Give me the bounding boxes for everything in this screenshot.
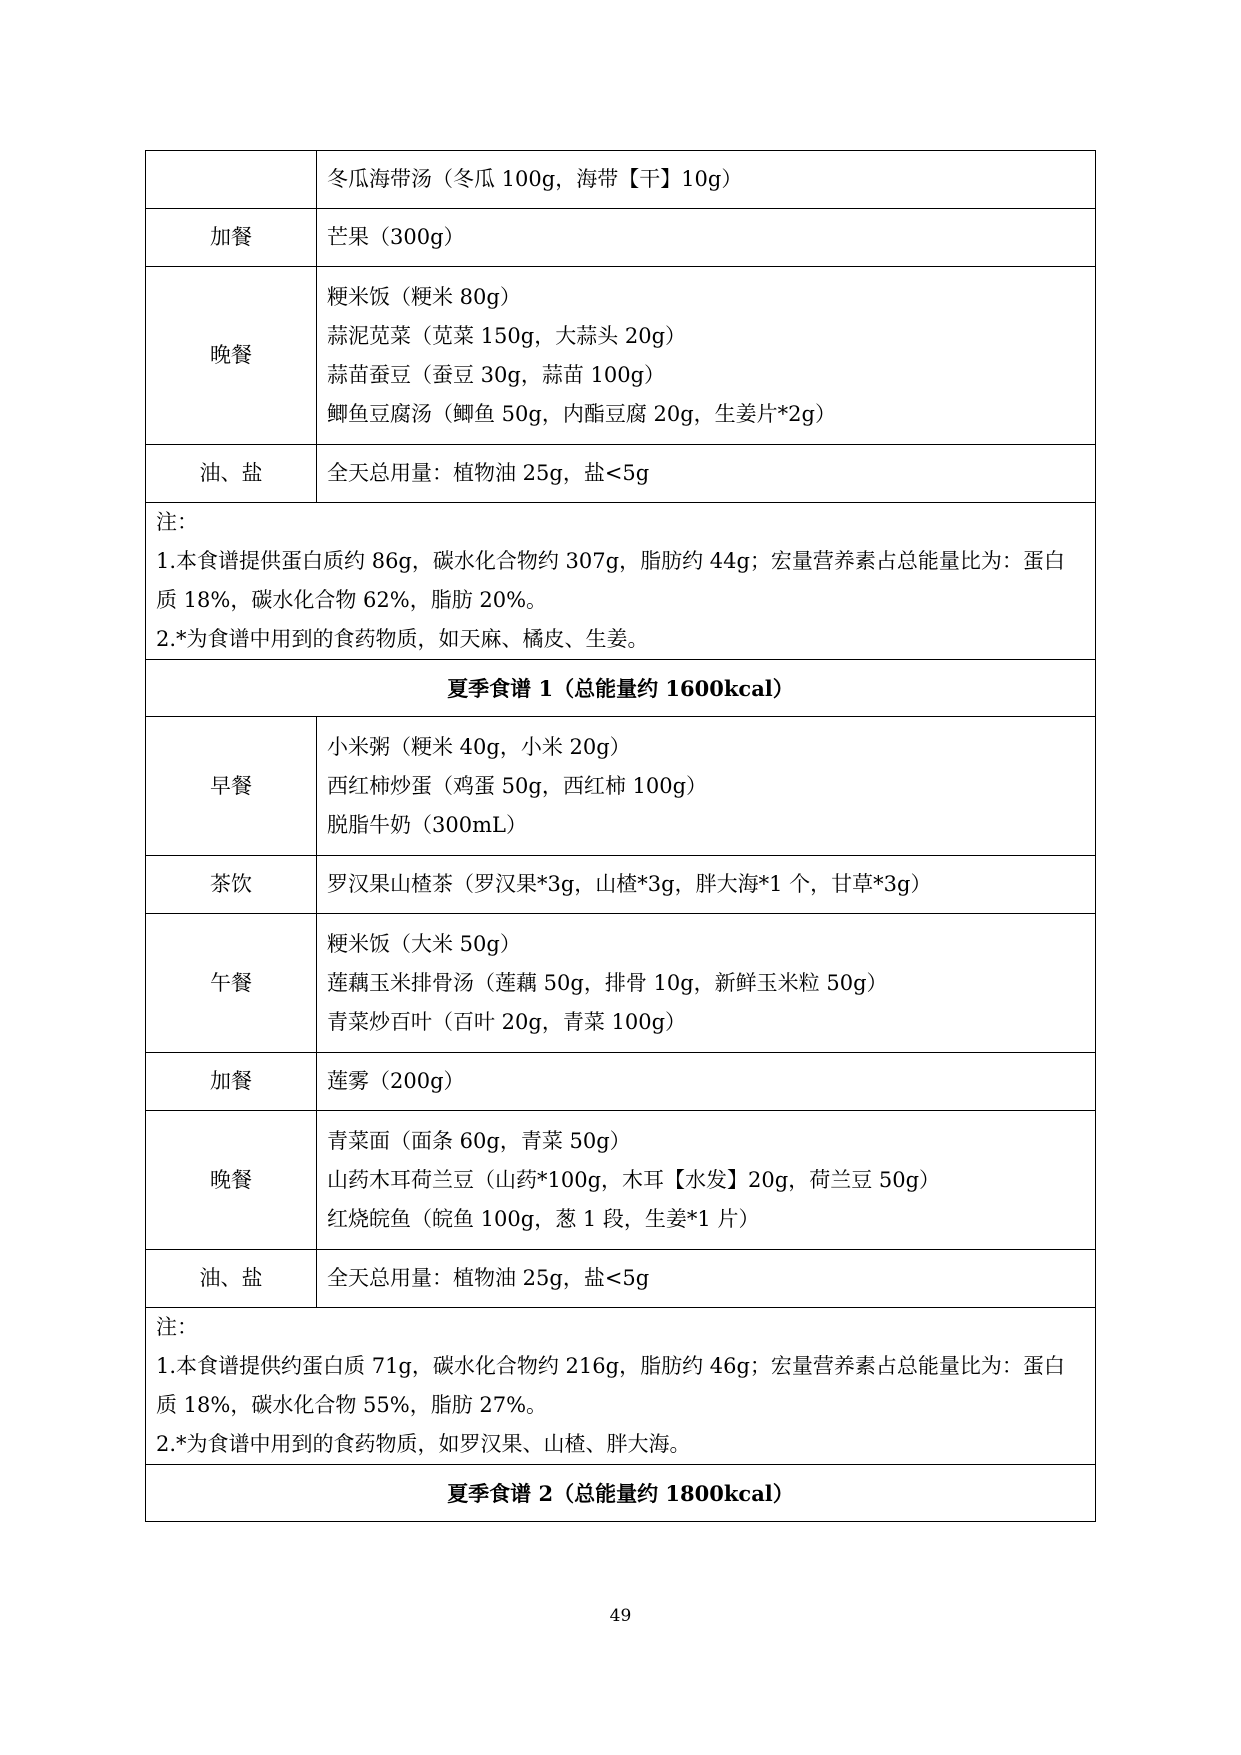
meal-items [317, 209, 1096, 267]
dish-line: 小米粥（粳米 40g，小米 20g） [327, 734, 631, 759]
meal-row [146, 856, 1096, 914]
dish-line: 西红柿炒蛋（鸡蛋 50g，西红柿 100g） [327, 773, 708, 798]
meal-label [146, 151, 317, 209]
meal-label: 晚餐 [146, 267, 317, 445]
section-title-row [146, 1465, 1096, 1522]
dish-line: 鲫鱼豆腐汤（鲫鱼 50g，内酯豆腐 20g，生姜片*2g） [327, 401, 836, 426]
dish-line: 青菜炒百叶（百叶 20g，青菜 100g） [327, 1009, 687, 1034]
meal-items [317, 717, 1096, 856]
note-row [146, 1308, 1096, 1465]
dish-line: 青菜面（面条 60g，青菜 50g） [327, 1128, 631, 1153]
meal-label: 加餐 [146, 1053, 317, 1111]
note-cell [146, 1308, 1096, 1465]
note-line2: 2.*为食谱中用到的食药物质，如天麻、橘皮、生姜。 [156, 627, 649, 651]
note-row [146, 503, 1096, 660]
meal-label: 午餐 [146, 914, 317, 1053]
meal-row [146, 1250, 1096, 1308]
dish-line: 红烧皖鱼（皖鱼 100g，葱 1 段，生姜*1 片） [327, 1206, 760, 1231]
menu-table-body [146, 151, 1096, 1522]
meal-items [317, 856, 1096, 914]
dish-line: 蒜苗蚕豆（蚕豆 30g，蒜苗 100g） [327, 362, 666, 387]
meal-items [317, 151, 1096, 209]
dish-line: 脱脂牛奶（300mL） [327, 812, 527, 837]
dish-line: 莲雾（200g） [327, 1069, 465, 1093]
meal-label: 早餐 [146, 717, 317, 856]
dish-line: 罗汉果山楂茶（罗汉果*3g，山楂*3g，胖大海*1 个，甘草*3g） [327, 872, 932, 896]
dish-line: 全天总用量：植物油 25g，盐<5g [327, 1266, 650, 1290]
meal-label: 晚餐 [146, 1111, 317, 1250]
note-head: 注： [156, 510, 198, 534]
section-title: 夏季食谱 2（总能量约 1800kcal） [146, 1465, 1096, 1522]
meal-items [317, 1111, 1096, 1250]
meal-row [146, 717, 1096, 856]
dish-line: 冬瓜海带汤（冬瓜 100g，海带【干】10g） [327, 167, 743, 191]
dish-line: 蒜泥苋菜（苋菜 150g，大蒜头 20g） [327, 323, 687, 348]
dish-line: 山药木耳荷兰豆（山药*100g，木耳【水发】20g，荷兰豆 50g） [327, 1167, 941, 1192]
dish-line: 莲藕玉米排骨汤（莲藕 50g，排骨 10g，新鲜玉米粒 50g） [327, 970, 888, 995]
meal-row [146, 1111, 1096, 1250]
page-number: 49 [609, 1606, 632, 1626]
note-line1: 1.本食谱提供蛋白质约 86g，碳水化合物约 307g，脂肪约 44g；宏量营养素占总能量比为：蛋白质 18%，碳水化合物 62%，脂肪 20%。 [156, 549, 1065, 612]
section-title: 夏季食谱 1（总能量约 1600kcal） [146, 660, 1096, 717]
note-cell [146, 503, 1096, 660]
dish-line: 粳米饭（大米 50g） [327, 931, 521, 956]
meal-row [146, 1053, 1096, 1111]
meal-label: 茶饮 [146, 856, 317, 914]
meal-label: 加餐 [146, 209, 317, 267]
meal-row [146, 209, 1096, 267]
note-line1: 1.本食谱提供约蛋白质 71g，碳水化合物约 216g，脂肪约 46g；宏量营养素占总能量比为：蛋白质 18%，碳水化合物 55%，脂肪 27%。 [156, 1354, 1065, 1417]
meal-label: 油、盐 [146, 445, 317, 503]
dish-line: 全天总用量：植物油 25g，盐<5g [327, 461, 650, 485]
meal-items [317, 914, 1096, 1053]
note-line2: 2.*为食谱中用到的食药物质，如罗汉果、山楂、胖大海。 [156, 1432, 691, 1456]
meal-row [146, 267, 1096, 445]
section-title-row [146, 660, 1096, 717]
meal-row [146, 914, 1096, 1053]
meal-row [146, 445, 1096, 503]
note-head: 注： [156, 1315, 198, 1339]
meal-items [317, 445, 1096, 503]
meal-items [317, 267, 1096, 445]
meal-items [317, 1250, 1096, 1308]
meal-label: 油、盐 [146, 1250, 317, 1308]
menu-table [145, 150, 1096, 1522]
dish-line: 粳米饭（粳米 80g） [327, 284, 521, 309]
meal-row [146, 151, 1096, 209]
meal-items [317, 1053, 1096, 1111]
dish-line: 芒果（300g） [327, 225, 465, 249]
